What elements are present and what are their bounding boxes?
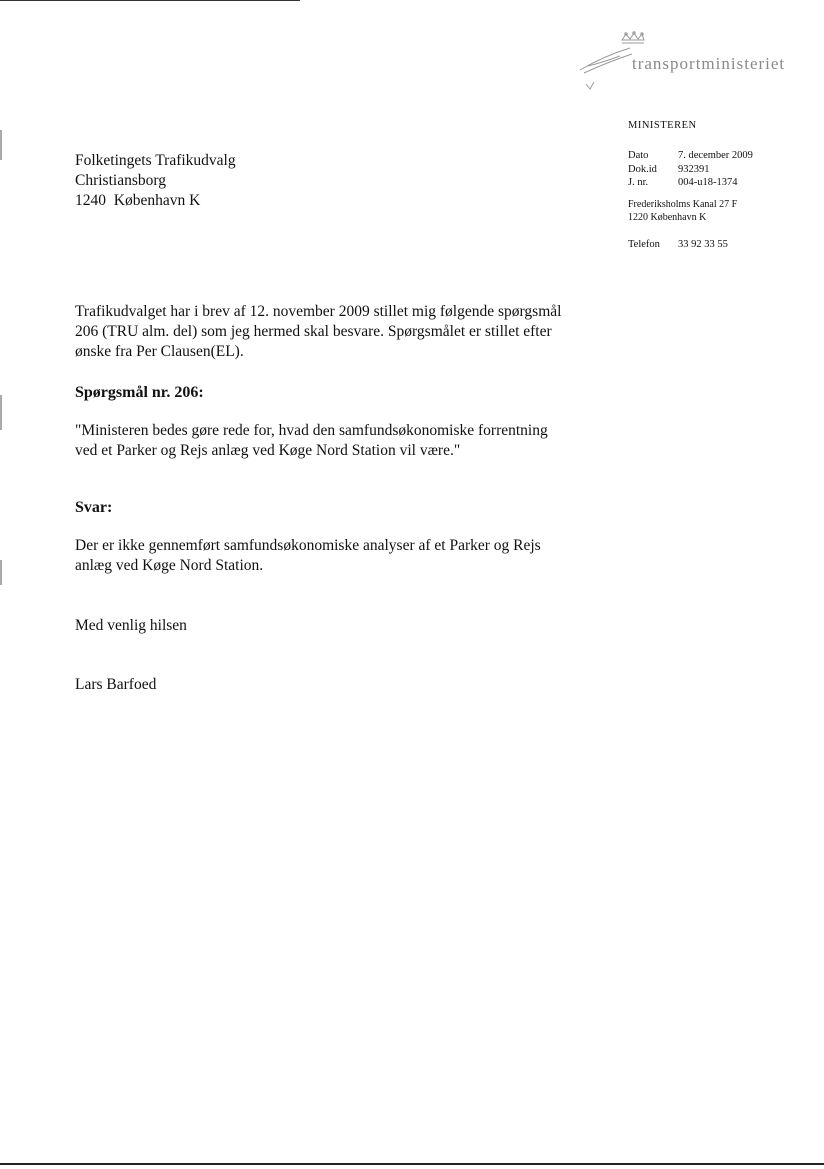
intro-paragraph [75,302,595,362]
recipient-address [75,151,236,211]
meta-label: J. nr. [628,177,649,188]
ministry-logo-text: transportministeriet [632,54,786,73]
paragraph-line: Trafikudvalget har i brev af 12. november 2009 stillet mig følgende spørgsmål [75,303,562,320]
sender-phone [628,239,728,250]
phone-label: Telefon [628,239,660,250]
sender-address [628,198,737,224]
header-title: MINISTEREN [628,120,697,131]
ministry-logo [574,26,804,96]
sender-address-line: 1220 København K [628,212,707,223]
meta-row-date [628,150,753,161]
paragraph-line: ved et Parker og Rejs anlæg ved Køge Nord Station vil være." [75,442,461,459]
question-paragraph [75,421,595,461]
meta-value: 7. december 2009 [678,150,753,161]
signature-name: Lars Barfoed [75,676,157,693]
scan-edge-mark [0,395,2,430]
recipient-line: Folketingets Trafikudvalg [75,152,236,169]
scan-edge-mark [0,130,2,160]
meta-label: Dok.id [628,164,657,175]
scan-edge-top [0,0,300,1]
answer-heading: Svar: [75,499,113,516]
scan-edge-mark [0,560,2,585]
scan-edge-bottom [0,1163,824,1165]
paragraph-line: ønske fra Per Clausen(EL). [75,343,244,360]
recipient-line: 1240 København K [75,192,201,209]
meta-label: Dato [628,150,649,161]
answer-paragraph [75,536,595,576]
meta-value: 932391 [678,164,710,175]
question-heading: Spørgsmål nr. 206: [75,384,204,401]
sender-address-line: Frederiksholms Kanal 27 F [628,199,738,210]
recipient-line: Christiansborg [75,172,166,189]
paragraph-line: Der er ikke gennemført samfundsøkonomiske analyser af et Parker og Rejs [75,537,541,554]
closing-text: Med venlig hilsen [75,617,187,634]
meta-value: 004-u18-1374 [678,177,738,188]
meta-row-docid [628,164,710,175]
meta-row-journal [628,177,738,188]
paragraph-line: "Ministeren bedes gøre rede for, hvad den samfundsøkonomiske forrentning [75,422,548,439]
paragraph-line: 206 (TRU alm. del) som jeg hermed skal besvare. Spørgsmålet er stillet efter [75,323,552,340]
paragraph-line: anlæg ved Køge Nord Station. [75,557,264,574]
phone-value: 33 92 33 55 [678,239,728,250]
